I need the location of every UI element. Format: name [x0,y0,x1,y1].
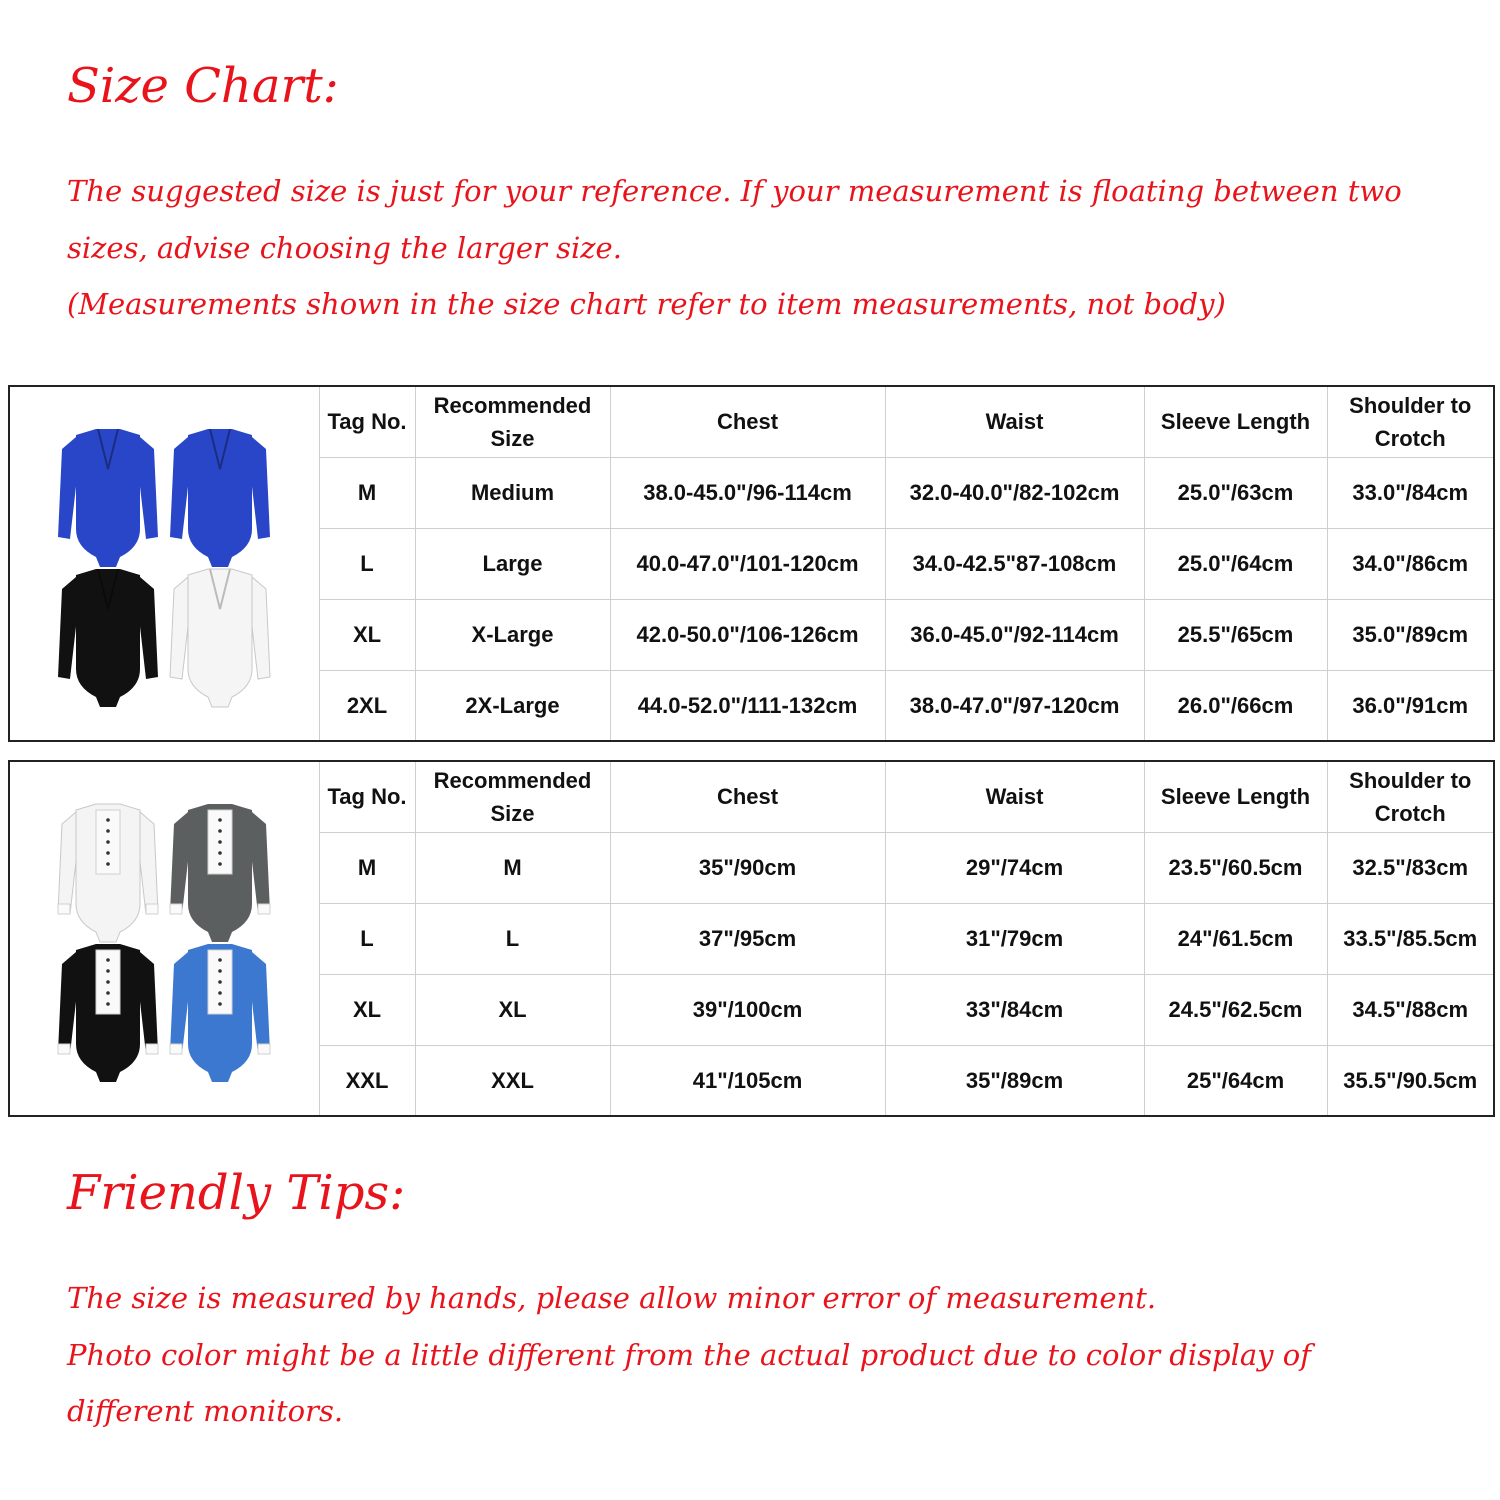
cell-waist: 38.0-47.0"/97-120cm [885,670,1144,741]
bodysuit-icon [170,569,270,707]
cell-tag: XL [319,974,415,1045]
cell-tag: 2XL [319,670,415,741]
cell-chest: 42.0-50.0"/106-126cm [610,599,885,670]
cell-chest: 41"/105cm [610,1045,885,1116]
garment-photo-panel [9,761,319,1116]
cell-waist: 31"/79cm [885,903,1144,974]
tip-measurement-line: The size is measured by hands, please allow minor error of measurement. [67,1281,1157,1315]
friendly-tips-title: Friendly Tips: [67,1165,406,1221]
bodysuit-icon [58,569,158,707]
bodysuit-icon [170,429,270,567]
cell-sleeve: 25.0"/63cm [1144,457,1327,528]
col-header-tag: Tag No. [319,386,415,457]
bodysuit-icon [170,804,270,942]
col-header-shoulder-crotch: Shoulder to Crotch [1327,386,1494,457]
cell-size: Large [415,528,610,599]
tuxedo-bodysuit-images [44,794,284,1084]
bodysuit-images [44,419,284,709]
cell-chest: 40.0-47.0"/101-120cm [610,528,885,599]
size-advice-text [67,163,1477,333]
bodysuit-icon [58,944,158,1082]
cell-shoulder-crotch: 36.0"/91cm [1327,670,1494,741]
bodysuit-icon [58,804,158,942]
cell-shoulder-crotch: 34.0"/86cm [1327,528,1494,599]
cell-sleeve: 24.5"/62.5cm [1144,974,1327,1045]
friendly-tips-text [67,1270,1447,1440]
cell-sleeve: 24"/61.5cm [1144,903,1327,974]
col-header-tag: Tag No. [319,761,415,832]
cell-sleeve: 25"/64cm [1144,1045,1327,1116]
cell-waist: 36.0-45.0"/92-114cm [885,599,1144,670]
garment-photo-panel [9,386,319,741]
bodysuit-icon [170,944,270,1082]
cell-sleeve: 26.0"/66cm [1144,670,1327,741]
cell-tag: M [319,832,415,903]
col-header-chest: Chest [610,761,885,832]
col-header-waist: Waist [885,386,1144,457]
table-header-row [9,386,1494,457]
size-table-2 [8,760,1495,1117]
cell-shoulder-crotch: 35.5"/90.5cm [1327,1045,1494,1116]
cell-size: Medium [415,457,610,528]
col-header-recommended: Recommended Size [415,761,610,832]
cell-sleeve: 25.0"/64cm [1144,528,1327,599]
cell-size: XL [415,974,610,1045]
cell-tag: M [319,457,415,528]
col-header-sleeve: Sleeve Length [1144,386,1327,457]
cell-waist: 32.0-40.0"/82-102cm [885,457,1144,528]
cell-chest: 37"/95cm [610,903,885,974]
size-advice-line: The suggested size is just for your reference. If your measurement is floating between two sizes, advise choosing the larger size. [67,174,1402,265]
cell-shoulder-crotch: 33.5"/85.5cm [1327,903,1494,974]
cell-chest: 39"/100cm [610,974,885,1045]
cell-shoulder-crotch: 32.5"/83cm [1327,832,1494,903]
cell-waist: 29"/74cm [885,832,1144,903]
cell-shoulder-crotch: 33.0"/84cm [1327,457,1494,528]
bodysuit-icon [58,429,158,567]
size-table-1 [8,385,1495,742]
col-header-waist: Waist [885,761,1144,832]
cell-tag: XL [319,599,415,670]
cell-size: 2X-Large [415,670,610,741]
cell-sleeve: 25.5"/65cm [1144,599,1327,670]
cell-chest: 38.0-45.0"/96-114cm [610,457,885,528]
cell-size: X-Large [415,599,610,670]
cell-tag: L [319,528,415,599]
cell-tag: XXL [319,1045,415,1116]
cell-shoulder-crotch: 35.0"/89cm [1327,599,1494,670]
cell-shoulder-crotch: 34.5"/88cm [1327,974,1494,1045]
cell-size: XXL [415,1045,610,1116]
cell-chest: 44.0-52.0"/111-132cm [610,670,885,741]
cell-chest: 35"/90cm [610,832,885,903]
table-header-row [9,761,1494,832]
tip-color-line: Photo color might be a little different from the actual product due to color display of different monitors. [67,1337,1311,1428]
col-header-shoulder-crotch: Shoulder to Crotch [1327,761,1494,832]
cell-waist: 35"/89cm [885,1045,1144,1116]
col-header-chest: Chest [610,386,885,457]
cell-waist: 33"/84cm [885,974,1144,1045]
cell-size: M [415,832,610,903]
col-header-recommended: Recommended Size [415,386,610,457]
cell-sleeve: 23.5"/60.5cm [1144,832,1327,903]
cell-size: L [415,903,610,974]
cell-waist: 34.0-42.5"87-108cm [885,528,1144,599]
col-header-sleeve: Sleeve Length [1144,761,1327,832]
size-chart-title: Size Chart: [67,58,339,114]
cell-tag: L [319,903,415,974]
measurement-note-line: (Measurements shown in the size chart refer to item measurements, not body) [67,287,1226,321]
